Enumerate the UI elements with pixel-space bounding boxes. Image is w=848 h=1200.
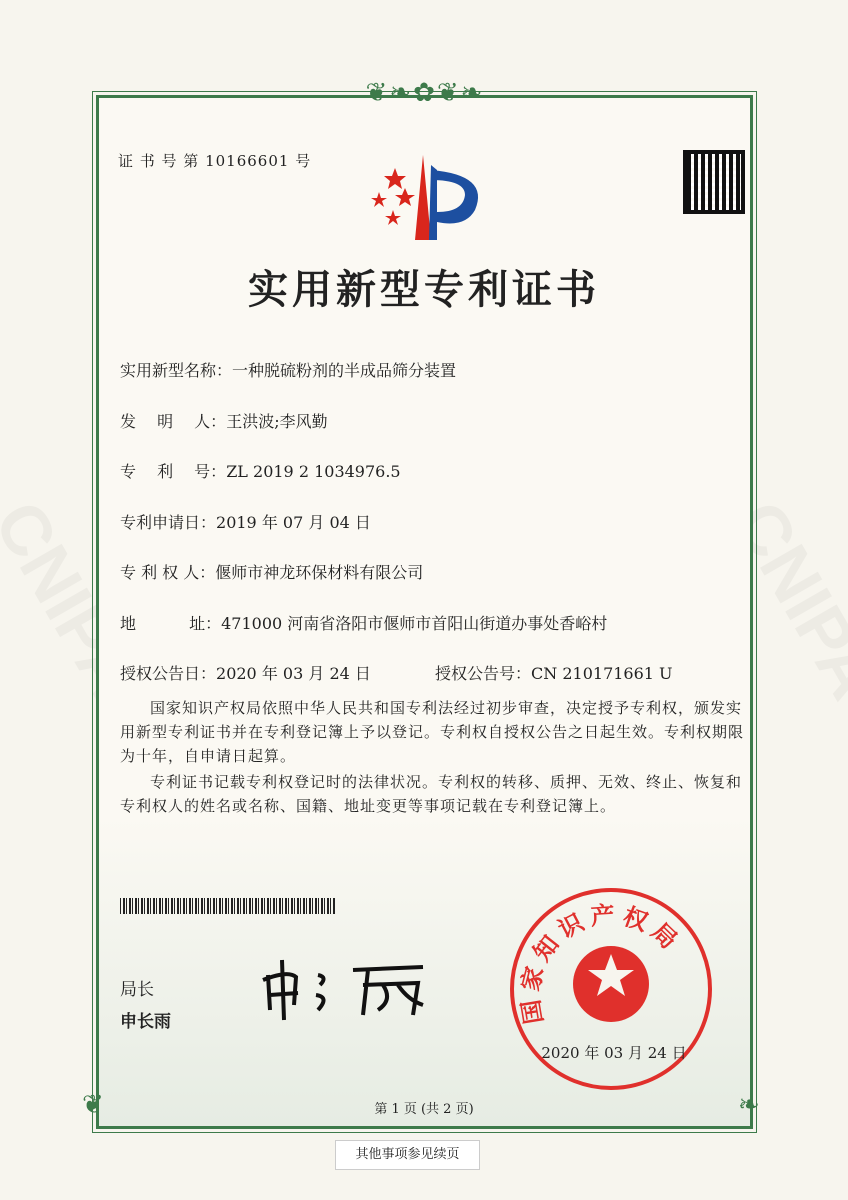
ornament-icon: ❦❧✿❦❧: [365, 78, 485, 108]
qr-code[interactable]: [683, 150, 745, 214]
ornament-icon: ❧: [738, 1090, 760, 1120]
signature: [258, 955, 438, 1025]
field-application-date: 专利申请日：2019 年 07 月 04 日: [120, 513, 371, 532]
field-grant-date: 授权公告日：2020 年 03 月 24 日: [120, 664, 371, 683]
director-title: 局长: [120, 980, 154, 1000]
field-inventor: 发 明 人：王洪波;李风勤: [120, 412, 328, 431]
official-seal: [510, 888, 712, 1090]
page-footer: 第 1 页 (共 2 页): [374, 1102, 474, 1117]
certificate-title: 实用新型专利证书: [248, 266, 600, 313]
cnipa-logo: [365, 150, 490, 245]
field-announcement-number: 授权公告号：CN 210171661 U: [435, 664, 673, 683]
field-patentee: 专 利 权 人：偃师市神龙环保材料有限公司: [120, 563, 424, 582]
seal-text: 国家知识产权局: [514, 899, 688, 1027]
continued-note: 其他事项参见续页: [335, 1140, 480, 1170]
field-patent-number: 专 利 号：ZL 2019 2 1034976.5: [120, 462, 401, 481]
seal-date: 2020 年 03 月 24 日: [541, 1044, 687, 1062]
certificate-number: 证 书 号 第 10166601 号: [118, 152, 312, 170]
barcode: [120, 898, 335, 914]
paragraph-legal-status: 专利证书记载专利权登记时的法律状况。专利权的转移、质押、无效、终止、恢复和专利权人的姓名或名称、国籍、地址变更等事项记载在专利登记簿上。: [120, 773, 743, 815]
field-design-name: 实用新型名称：一种脱硫粉剂的半成品筛分装置: [120, 361, 457, 380]
director-name: 申长雨: [120, 1012, 171, 1032]
paragraph-grant: 国家知识产权局依照中华人民共和国专利法经过初步审查，决定授予专利权，颁发实用新型专利证书并在专利登记簿上予以登记。专利权自授权公告之日起生效。专利权期限为十年，自申请日起算。: [120, 699, 745, 765]
ornament-icon: ❦: [82, 1090, 104, 1120]
field-address: 地 址：471000 河南省洛阳市偃师市首阳山街道办事处香峪村: [120, 614, 608, 633]
